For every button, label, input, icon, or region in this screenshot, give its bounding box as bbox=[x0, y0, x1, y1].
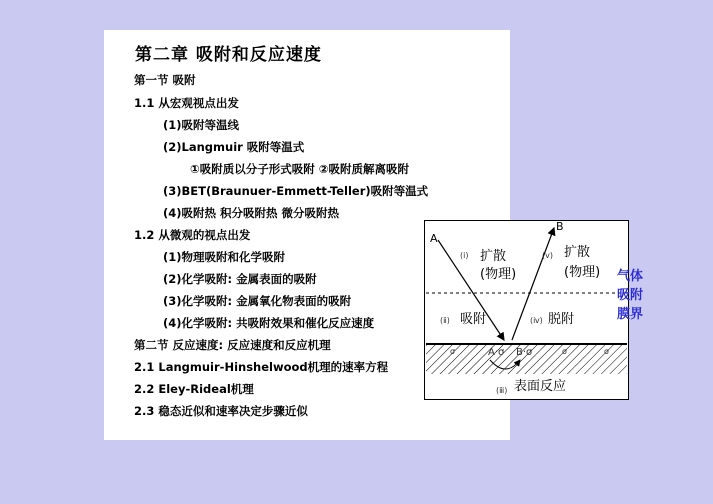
surface-reaction-label: 表面反应 bbox=[514, 379, 567, 394]
text-line: 1.2 从微观的视点出发 bbox=[134, 228, 251, 242]
step-ii: (ⅱ) bbox=[440, 316, 450, 325]
step-v: (ⅴ) bbox=[542, 251, 553, 260]
text-line: ①吸附质以分子形式吸附 ②吸附质解离吸附 bbox=[190, 162, 409, 176]
sigma-1: σ bbox=[450, 347, 456, 356]
text-line: (2)Langmuir 吸附等温式 bbox=[163, 140, 305, 154]
adsorption-diagram bbox=[424, 220, 629, 400]
diagram-svg bbox=[424, 220, 629, 400]
text-line: (3)BET(Braunuer-Emmett-Teller)吸附等温式 bbox=[163, 184, 429, 198]
b-sigma: B·σ bbox=[516, 347, 533, 358]
step-iv: (ⅳ) bbox=[530, 316, 543, 325]
adsorb-label: 吸附 bbox=[460, 312, 487, 327]
diffuse-left: 扩散 bbox=[480, 249, 507, 264]
side-label-boundary: 膜界 bbox=[617, 307, 644, 322]
physical-left: (物理) bbox=[480, 267, 517, 282]
label-b: B bbox=[556, 220, 564, 233]
step-i: (ⅰ) bbox=[460, 251, 469, 260]
sigma-2: σ bbox=[562, 347, 568, 356]
label-a: A bbox=[430, 232, 438, 245]
text-line: (4)化学吸附: 共吸附效果和催化反应速度 bbox=[163, 316, 375, 330]
text-line: 第二节 反应速度: 反应速度和反应机理 bbox=[134, 338, 331, 352]
text-line: 第一节 吸附 bbox=[134, 73, 196, 87]
sigma-3: σ bbox=[604, 347, 610, 356]
text-line: (4)吸附热 积分吸附热 微分吸附热 bbox=[163, 206, 340, 220]
a-sigma: A·σ bbox=[488, 347, 505, 358]
step-iii: (ⅲ) bbox=[496, 386, 508, 395]
text-line: 2.2 Eley-Rideal机理 bbox=[134, 382, 254, 396]
text-line: 1.1 从宏观视点出发 bbox=[134, 96, 239, 110]
text-line: (1)吸附等温线 bbox=[163, 118, 240, 132]
text-line: 2.1 Langmuir-Hinshelwood机理的速率方程 bbox=[134, 360, 389, 374]
text-line: (3)化学吸附: 金属氧化物表面的吸附 bbox=[163, 294, 352, 308]
desorb-label: 脱附 bbox=[548, 312, 575, 327]
text-line: 2.3 稳态近似和速率决定步骤近似 bbox=[134, 404, 308, 418]
text-line: (2)化学吸附: 金属表面的吸附 bbox=[163, 272, 317, 286]
side-label-gas: 气体 bbox=[617, 269, 644, 284]
physical-right: (物理) bbox=[564, 265, 601, 280]
side-label-adsorb: 吸附 bbox=[617, 288, 644, 303]
diffuse-right: 扩散 bbox=[564, 245, 591, 260]
chapter-title: 第二章 吸附和反应速度 bbox=[135, 45, 322, 65]
text-line: (1)物理吸附和化学吸附 bbox=[163, 250, 286, 264]
